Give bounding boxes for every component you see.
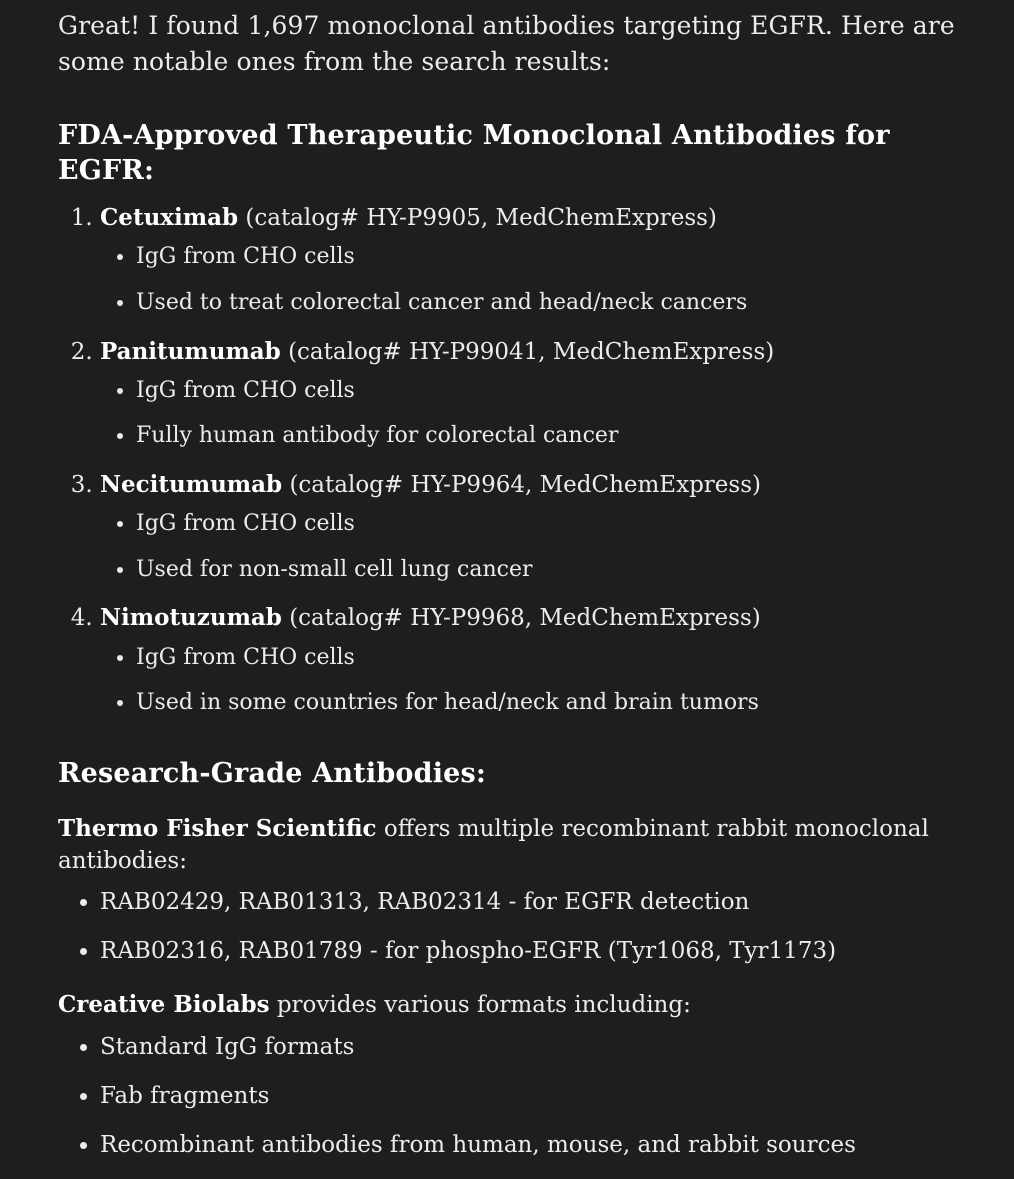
list-item: • IgG from CHO cells: [136, 509, 958, 539]
list-item: [100, 336, 958, 451]
drug-details: [100, 376, 958, 451]
thermo-product-list: [58, 887, 958, 967]
drug-catalog: (catalog# HY-P9968, MedChemExpress): [289, 605, 761, 632]
vendor-line-thermo: [58, 813, 958, 877]
vendor-name: Thermo Fisher Scientific: [58, 814, 377, 842]
list-item: • Standard IgG formats: [100, 1032, 958, 1063]
list-item: [100, 202, 958, 317]
drug-details: [100, 643, 958, 718]
list-item: • Used for non-small cell lung cancer: [136, 555, 958, 585]
list-item: • Used to treat colorectal cancer and head/neck cancers: [136, 288, 958, 318]
section-heading-fda: FDA-Approved Therapeutic Monoclonal Antibodies for EGFR:: [58, 120, 890, 187]
drug-name: Nimotuzumab: [100, 604, 282, 632]
list-item: • IgG from CHO cells: [136, 376, 958, 406]
drug-catalog: (catalog# HY-P9905, MedChemExpress): [245, 205, 717, 232]
list-item: • RAB02429, RAB01313, RAB02314 - for EGFR detection: [100, 887, 958, 918]
vendor-text: offers multiple recombinant rabbit monoclonal antibodies:: [58, 815, 929, 875]
section-heading-research: Research-Grade Antibodies:: [58, 757, 487, 789]
list-item: • Used in some countries for head/neck and brain tumors: [136, 688, 958, 718]
creative-biolabs-product-list: [58, 1032, 958, 1161]
list-item: • Fab fragments: [100, 1081, 958, 1112]
list-item: • Recombinant antibodies from human, mouse, and rabbit sources: [100, 1130, 958, 1161]
drug-name: Panitumumab: [100, 337, 281, 365]
drug-catalog: (catalog# HY-P9964, MedChemExpress): [289, 472, 761, 499]
vendor-line-creative: [58, 989, 958, 1021]
list-item: • IgG from CHO cells: [136, 643, 958, 673]
list-item: • RAB02316, RAB01789 - for phospho-EGFR (Tyr1068, Tyr1173): [100, 936, 958, 967]
drug-catalog: (catalog# HY-P99041, MedChemExpress): [288, 338, 775, 365]
fda-antibody-list: [58, 202, 958, 718]
list-item: • IgG from CHO cells: [136, 242, 958, 272]
drug-name: Necitumumab: [100, 471, 283, 499]
intro-paragraph: Great! I found 1,697 monoclonal antibodies targeting EGFR. Here are some notable ones from the search results:: [58, 11, 955, 76]
list-item: • Fully human antibody for colorectal cancer: [136, 421, 958, 451]
list-item: [100, 469, 958, 584]
drug-details: [100, 242, 958, 317]
vendor-name: Creative Biolabs: [58, 991, 270, 1019]
drug-details: [100, 509, 958, 584]
vendor-text: provides various formats including:: [269, 992, 691, 1019]
list-item: [100, 602, 958, 717]
drug-name: Cetuximab: [100, 204, 239, 232]
